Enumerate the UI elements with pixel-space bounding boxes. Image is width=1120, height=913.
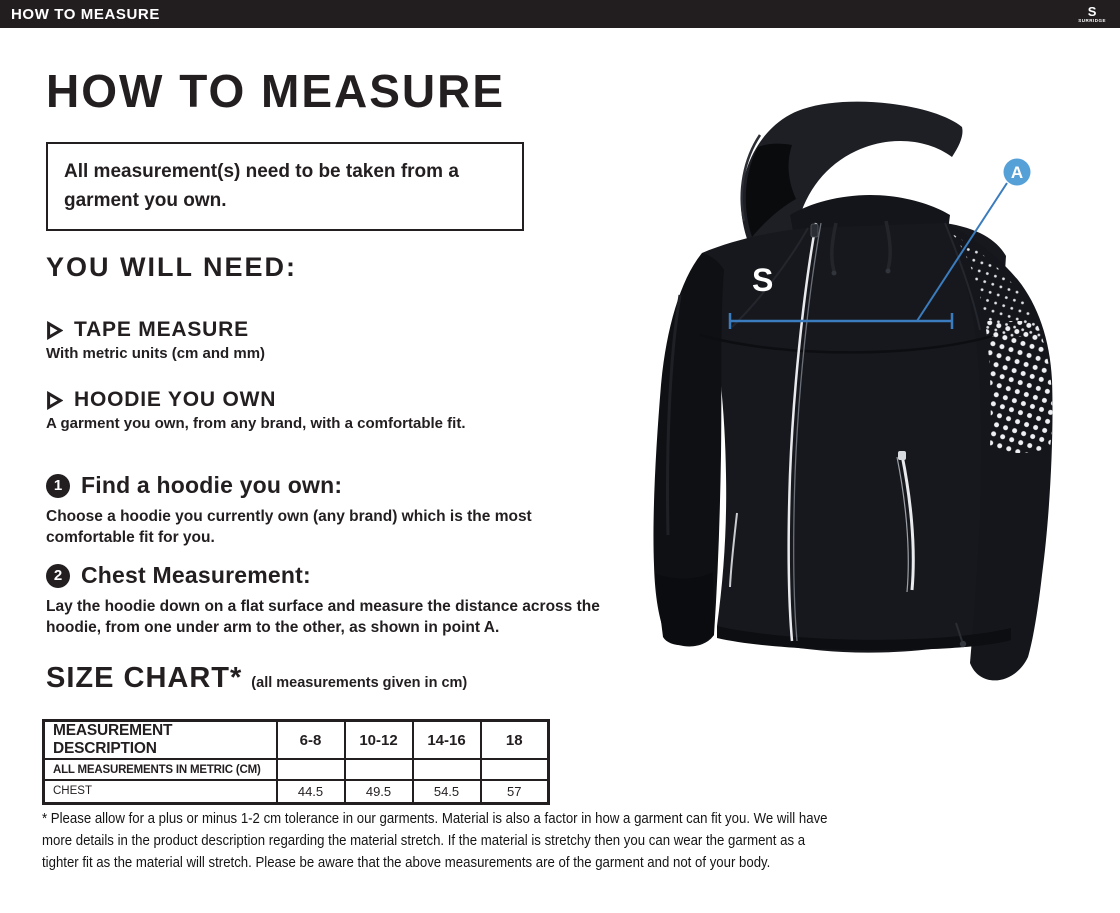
top-bar — [0, 0, 1120, 28]
step-title: Chest Measurement: — [81, 562, 311, 588]
need-item-description: A garment you own, from any brand, with a comfortable fit. — [46, 415, 466, 432]
triangle-bullet-icon — [46, 321, 63, 340]
step-2 — [46, 562, 618, 638]
footnote-line: * Please allow for a plus or minus 1-2 cm tolerance in our garments. Material is also a factor in how a garment can fit you. We will have — [42, 810, 828, 827]
value-cell: 54.5 — [413, 780, 481, 803]
table-metric-row — [44, 759, 549, 780]
triangle-bullet-icon — [46, 391, 63, 410]
torso — [702, 223, 1011, 653]
size-chart-table — [42, 719, 550, 805]
surridge-s-icon: S — [1087, 3, 1097, 19]
row-label-cell: CHEST — [44, 780, 277, 803]
column-header: 10-12 — [345, 721, 413, 760]
hoodie-diagram — [640, 95, 1120, 695]
column-header: 14-16 — [413, 721, 481, 760]
value-cell: 57 — [481, 780, 549, 803]
need-item-tape-measure — [46, 318, 265, 362]
brand-logo — [1078, 5, 1108, 24]
left-cuff — [655, 572, 714, 645]
measurement-note-box — [46, 142, 524, 231]
table-header-row — [44, 721, 549, 760]
tolerance-footnote — [42, 808, 828, 874]
hoodie-illustration — [640, 95, 1120, 695]
need-item-label: HOODIE YOU OWN — [74, 388, 277, 411]
zipper-pull — [811, 224, 818, 237]
table-row-chest — [44, 780, 549, 803]
top-bar-title: HOW TO MEASURE — [11, 5, 160, 23]
metric-note-cell: ALL MEASUREMENTS IN METRIC (CM) — [44, 759, 277, 780]
chest-logo: S — [752, 262, 774, 298]
footnote-line: tighter fit as the material will stretch. Please be aware that the above measurements are of the garment and not of your body. — [42, 854, 771, 871]
brand-name: SURRIDGE — [1078, 17, 1106, 23]
you-will-need-title: YOU WILL NEED: — [46, 252, 298, 282]
need-item-label: TAPE MEASURE — [74, 318, 249, 341]
column-header: MEASUREMENT DESCRIPTION — [44, 721, 277, 760]
step-title: Find a hoodie you own: — [81, 472, 343, 498]
need-item-hoodie — [46, 388, 465, 432]
need-item-description: With metric units (cm and mm) — [46, 345, 266, 362]
column-header: 18 — [481, 721, 549, 760]
size-chart-subtitle: (all measurements given in cm) — [251, 675, 468, 691]
size-chart-title: SIZE CHART* — [46, 662, 243, 694]
step-number-badge: 2 — [46, 564, 70, 588]
footnote-line: more details in the product description regarding the material stretch. If the material is stretchy then you can wear the garment as a — [42, 832, 806, 849]
step-description: Lay the hoodie down on a flat surface and measure the distance across the hoodie, from one under arm to the other, as shown in point A. — [46, 598, 600, 636]
size-chart-heading — [46, 662, 467, 695]
value-cell: 44.5 — [277, 780, 345, 803]
step-number-badge: 1 — [46, 474, 70, 498]
value-cell: 49.5 — [345, 780, 413, 803]
step-1 — [46, 472, 618, 548]
page-title: HOW TO MEASURE — [46, 65, 506, 117]
column-header: 6-8 — [277, 721, 345, 760]
measurement-note-text: All measurement(s) need to be taken from a garment you own. — [64, 161, 459, 211]
point-a-label: A — [1010, 163, 1024, 182]
step-description: Choose a hoodie you currently own (any brand) which is the most comfortable fit for you. — [46, 508, 532, 546]
